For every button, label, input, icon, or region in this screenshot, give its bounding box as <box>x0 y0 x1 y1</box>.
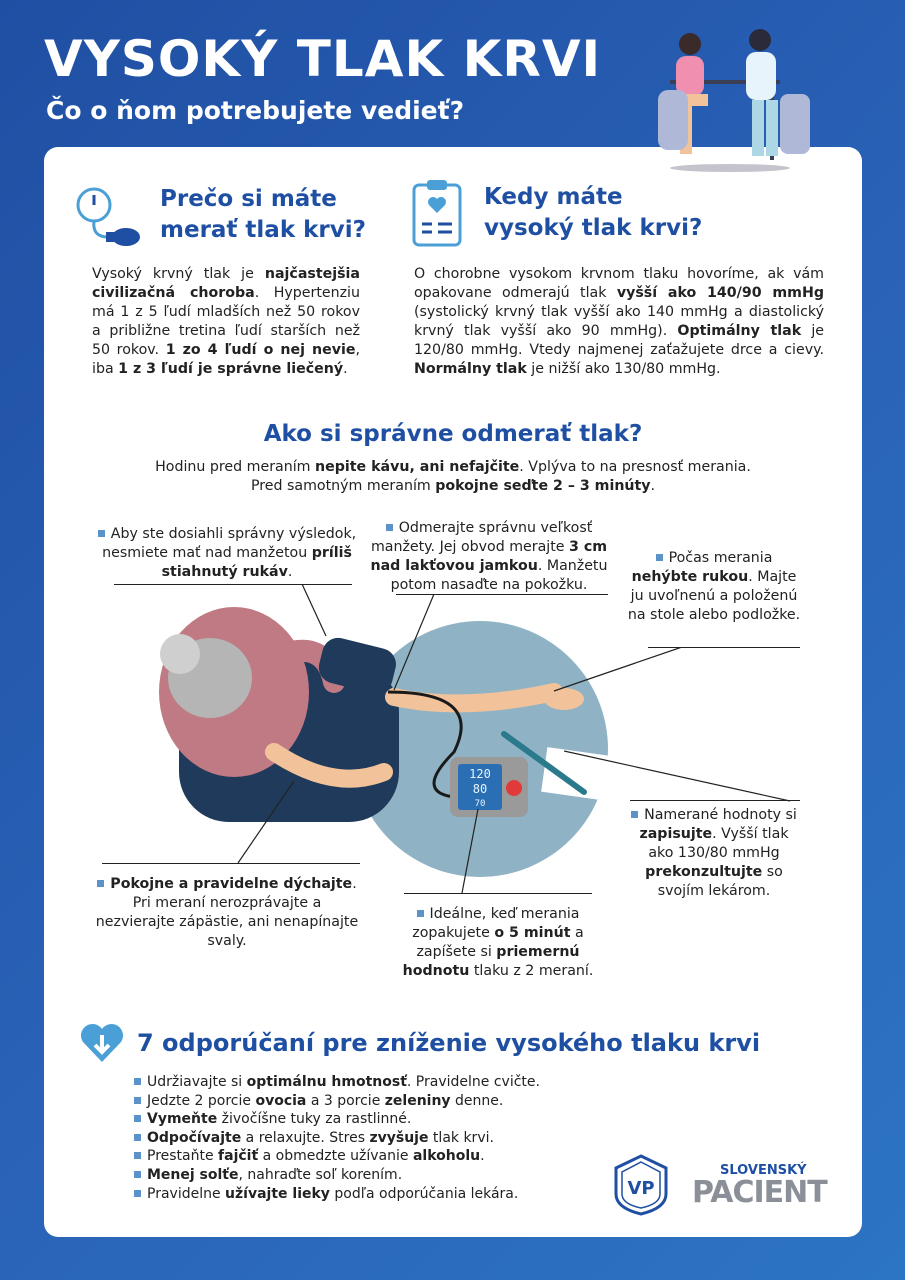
recs-list <box>134 1073 540 1203</box>
leader-repeat <box>454 807 484 897</box>
tip-cuff: Odmerajte správnu veľkosť manžety. Jej obvod merajte 3 cm nad lakťovou jamkou. Manžetu potom nasaďte na pokožku. <box>370 520 608 593</box>
rule-repeat <box>404 893 592 894</box>
measure-title: Ako si správne odmerať tlak? <box>263 421 643 447</box>
leader-hand <box>544 647 684 697</box>
list-item: Vymeňte živočíšne tuky za rastlinné. <box>134 1110 540 1129</box>
vp-seal-logo <box>612 1154 670 1216</box>
heart-down-arrow-icon <box>79 1022 125 1064</box>
list-item: Pravidelne užívajte lieky podľa odporúčania lekára. <box>134 1185 540 1204</box>
tip-breathe: Pokojne a pravidelne dýchajte. Pri meraní nerozprávajte a nezvierajte zápästie, ani nenapínajte svaly. <box>95 876 359 949</box>
bullet-icon <box>98 530 105 537</box>
bullet-icon <box>656 554 663 561</box>
why-title: Prečo si máte merať tlak krvi? <box>160 186 366 243</box>
monitor-pulse: 70 <box>474 799 486 809</box>
list-item: Jedzte 2 porcie ovocia a 3 porcie zeleniny denne. <box>134 1092 540 1111</box>
leader-cuff <box>374 594 454 694</box>
rule-write <box>630 800 800 801</box>
leader-breathe <box>224 777 304 867</box>
tip-hand: Počas merania nehýbte rukou. Majte ju uvoľnenú a položenú na stole alebo podložke. <box>627 550 801 623</box>
bullet-icon <box>417 910 424 917</box>
when-title: Kedy máte vysoký tlak krvi? <box>484 184 703 241</box>
when-text: O chorobne vysokom krvnom tlaku hovoríme, ak vám opakovane odmerajú tlak vyšší ako 140/90 mmHg (systolický krvný tlak vyšší ako 140 mmHg a diastolický krvný tlak vyšší ako 90 mmHg). Optimálny tlak je 120/80 mmHg. Vtedy najmenej zaťažujete drce a cievy. Normálny tlak je nižší ako 130/80 mmHg. <box>414 266 825 377</box>
leader-write <box>564 747 794 807</box>
clipboard-heart-icon <box>410 177 466 249</box>
page-title: VYSOKÝ TLAK KRVI <box>44 30 602 88</box>
bullet-icon <box>631 811 638 818</box>
list-item: Udržiavajte si optimálnu hmotnosť. Pravidelne cvičte. <box>134 1073 540 1092</box>
list-item: Menej solťe, nahraďte soľ korením. <box>134 1166 540 1185</box>
bullet-icon <box>386 524 393 531</box>
bullet-icon <box>97 880 104 887</box>
tip-repeat: Ideálne, keď merania zopakujete o 5 minút a zapíšete si priemernú hodnotu tlaku z 2 meraní. <box>402 906 594 979</box>
list-item: Odpočívajte a relaxujte. Stres zvyšuje tlak krvi. <box>134 1129 540 1148</box>
svg-text:VP: VP <box>627 1178 655 1199</box>
measure-intro: Hodinu pred meraním nepite kávu, ani nefajčite. Vplýva to na presnosť merania. Pred samotným meraním pokojne seďte 2 – 3 minúty. <box>155 459 751 494</box>
blood-pressure-gauge-icon <box>74 185 146 251</box>
recs-title: 7 odporúčaní pre zníženie vysokého tlaku krvi <box>137 1029 761 1057</box>
tip-write: Namerané hodnoty si zapisujte. Vyšší tlak ako 130/80 mmHg prekonzultujte so svojím lekárom. <box>626 806 802 901</box>
leader-sleeve <box>274 584 334 644</box>
why-text: Vysoký krvný tlak je najčastejšia civilizačná choroba. Hypertenziu má 1 z 5 ľudí mladších než 50 rokov a približne tretina ľudí starších než 50 rokov. 1 zo 4 ľudí o nej nevie, iba 1 z 3 ľudí je správne liečený. <box>92 266 360 377</box>
slovensky-pacient-logo: SLOVENSKÝ PACIENT <box>692 1163 827 1210</box>
doctor-patient-illustration <box>650 20 840 180</box>
list-item: Prestaňte fajčiť a obmedzte užívanie alkoholu. <box>134 1147 540 1166</box>
monitor-diastolic: 80 <box>472 782 488 796</box>
monitor-systolic: 120 <box>469 767 491 781</box>
tip-sleeve: Aby ste dosiahli správny výsledok, nesmiete mať nad manžetou príliš stiahnutý rukáv. <box>92 525 362 582</box>
page-subtitle: Čo o ňom potrebujete vedieť? <box>46 96 465 125</box>
